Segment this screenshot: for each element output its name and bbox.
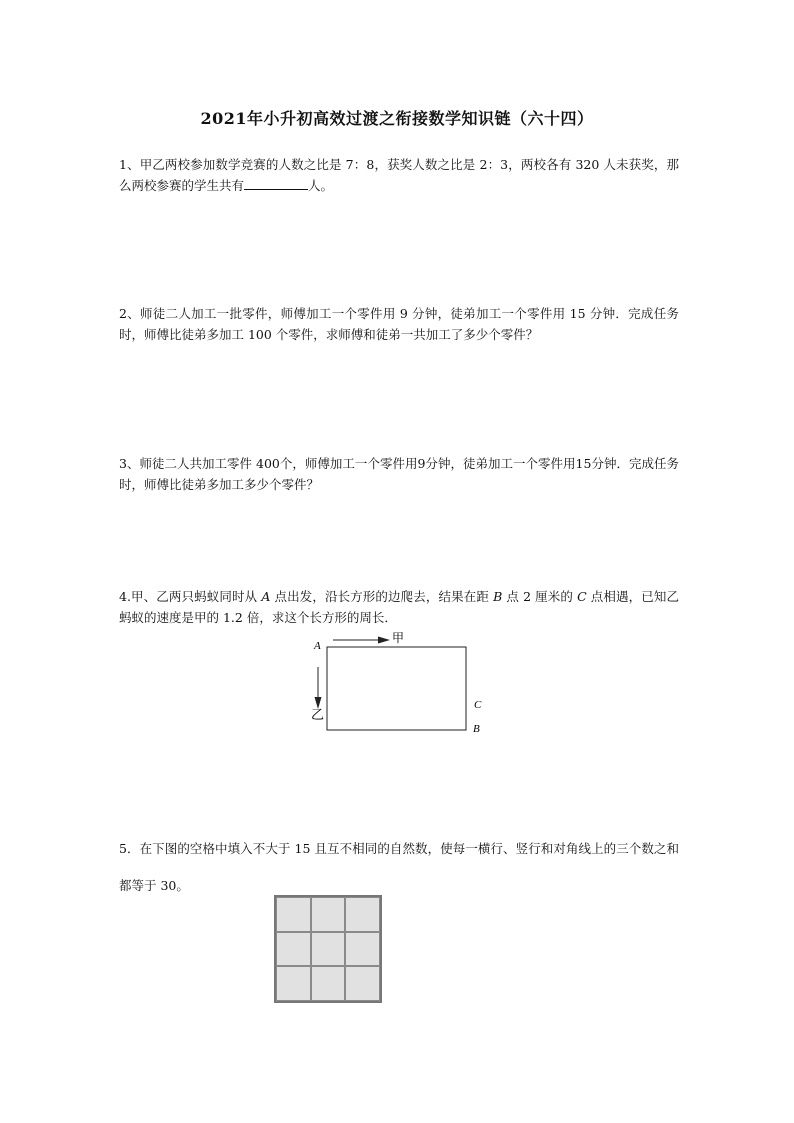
point-b-label: B [493,589,503,604]
diagram-label-yi: 乙 [311,708,325,723]
point-a-label: A [261,589,271,604]
grid-cell[interactable] [276,966,311,1001]
grid-cell[interactable] [276,897,311,932]
point-c-label: C [577,589,587,604]
question-4-part-2: 点出发，沿长方形的边爬去，结果在距 [270,589,494,604]
page-title: 2021年小升初高效过渡之衔接数学知识链（六十四） [200,109,594,128]
diagram-label-c: C [474,699,482,711]
grid-cell[interactable] [311,897,346,932]
grid-cell[interactable] [311,932,346,967]
question-4 [119,586,679,628]
answer-blank[interactable] [244,175,308,190]
grid-cell[interactable] [276,932,311,967]
arrow-jia-head-icon [378,637,390,644]
grid-cell[interactable] [345,966,380,1001]
question-4-part-3: 点 2 厘米的 [502,589,578,604]
question-5: 5．在下图的空格中填入不大于 15 且互不相同的自然数，使每一横行、竖行和对角线上的三个数之和都等于 30。 [119,841,679,893]
question-1 [119,154,679,196]
diagram-label-b: B [473,723,480,735]
rectangle [327,647,466,730]
question-2: 2、师徒二人加工一批零件，师傅加工一个零件用 9 分钟，徒弟加工一个零件用 15 分钟．完成任务时，师傅比徒弟多加工 100 个零件，求师傅和徒弟一共加工了多少个零件？ [119,306,679,342]
question-1-text: 1、甲乙两校参加数学竞赛的人数之比是 7：8，获奖人数之比是 2：3，两校各有 320 人未获奖，那么两校参赛的学生共有 [119,157,679,193]
question-4-part-1: 4.甲、乙两只蚂蚁同时从 [119,589,262,604]
question-3: 3、师徒二人共加工零件 400个，师傅加工一个零件用9分钟，徒弟加工一个零件用15分钟．完成任务时，师傅比徒弟多加工多少个零件？ [119,456,679,492]
question-4-part-4: 点相遇，已知乙蚂蚁的速度是甲的 1.2 倍，求这个长方形的周长． [119,589,679,625]
question-1-suffix: 人。 [308,178,334,193]
diagram-label-a: A [314,640,321,652]
grid-cell[interactable] [311,966,346,1001]
grid-cell[interactable] [345,932,380,967]
rectangle-diagram [300,625,500,740]
grid-cell[interactable] [345,897,380,932]
diagram-label-jia: 甲 [392,631,405,645]
magic-square-grid [274,895,382,1003]
